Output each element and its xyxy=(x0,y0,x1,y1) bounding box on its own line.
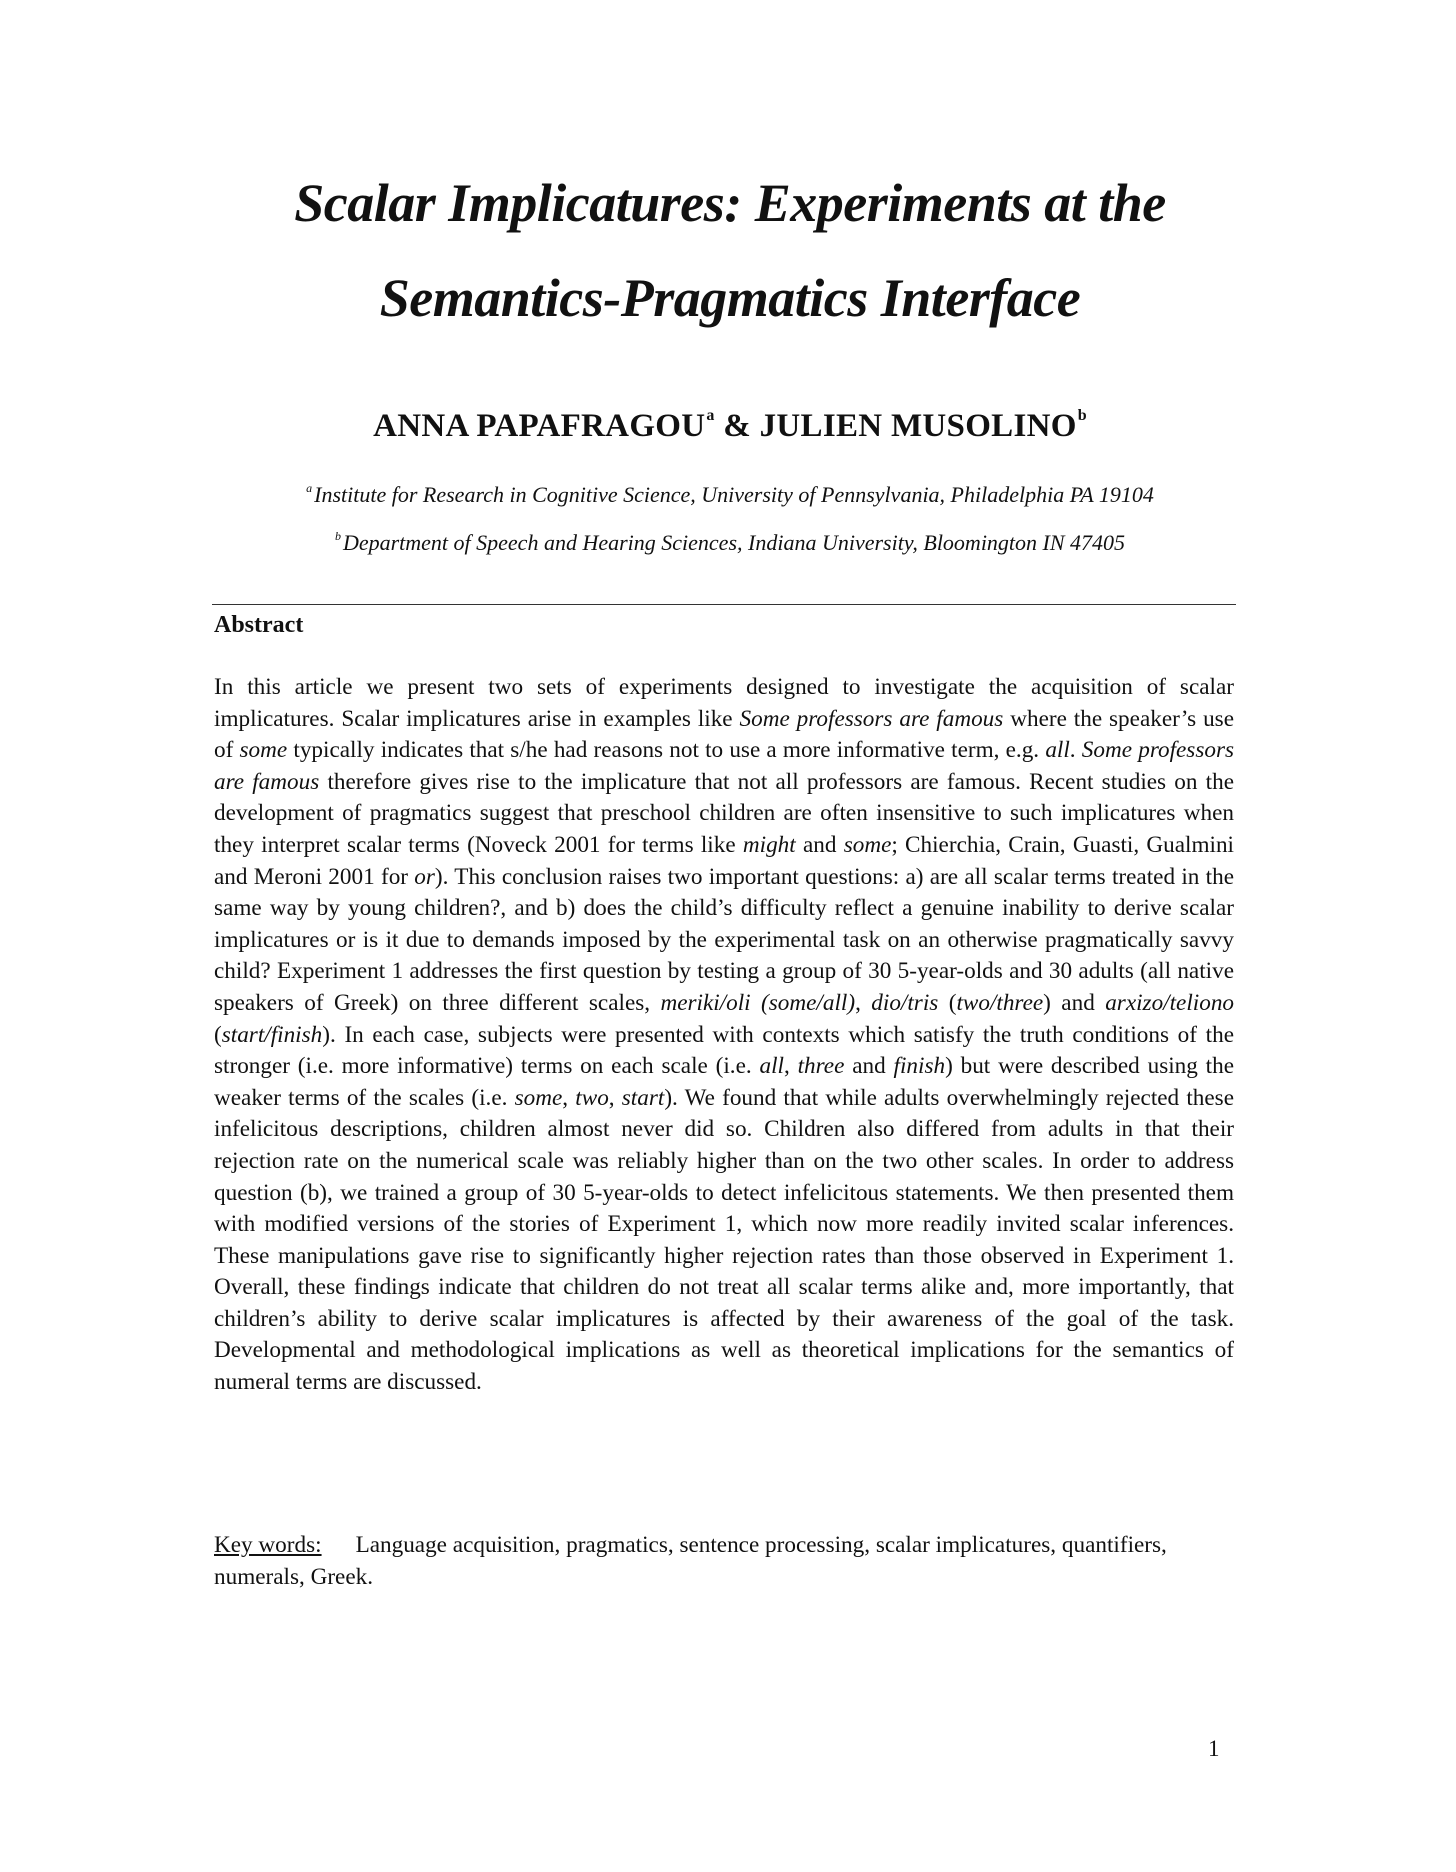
author-name: ANNA PAPAFRAGOU xyxy=(373,408,706,444)
affiliation-marker: a xyxy=(306,481,313,495)
affiliation-marker: b xyxy=(334,529,341,543)
abstract-text: ) but were described using the weaker terms of the scales (i.e. xyxy=(214,1053,1234,1111)
author-line xyxy=(150,408,1310,443)
abstract-text: ( xyxy=(214,1021,222,1048)
paper-title-line-2: Semantics-Pragmatics Interface xyxy=(379,268,1081,328)
horizontal-rule xyxy=(212,604,1236,605)
abstract-text: , xyxy=(783,1053,798,1080)
abstract-italic-term: or xyxy=(414,863,435,890)
abstract-text: ). In each case, subjects were presented with contexts which satisfy the truth conditions of the stronger (i.e. more informative) terms on each scale (i.e. xyxy=(214,1021,1234,1080)
paper-title-line-1: Scalar Implicatures: Experiments at the xyxy=(294,173,1166,233)
abstract-italic-term: all xyxy=(1045,737,1070,764)
affiliation-a xyxy=(150,482,1310,506)
abstract-text: . xyxy=(1069,737,1082,764)
author-name: JULIEN MUSOLINO xyxy=(759,408,1077,444)
abstract-italic-term: all xyxy=(759,1053,784,1080)
abstract-text: , xyxy=(562,1084,576,1111)
abstract-text: ). This conclusion raises two important questions: a) are all scalar terms treated in the same way by young children?, and b) does the child’s difficulty reflect a genuine inability to derive scalar implicatures or is it due to demands imposed by the experimental task on an otherwise pragmatically savvy child? Experiment 1 addresses the first question by testing a group of 30 5-year-olds and 30 adults (all native speakers of Greek) on three different scales, xyxy=(214,863,1234,1016)
abstract-text: , xyxy=(608,1084,622,1111)
abstract-italic-term: some xyxy=(514,1084,563,1111)
page-number: 1 xyxy=(1208,1736,1220,1761)
abstract-italic-term: Some professors are famous xyxy=(214,737,1234,795)
keywords-label: Key words: xyxy=(214,1532,322,1558)
abstract-italic-term: finish xyxy=(893,1053,946,1080)
abstract-heading: Abstract xyxy=(214,612,304,638)
abstract-text: typically indicates that s/he had reasons not to use a more informative term, e.g. xyxy=(287,737,1046,764)
abstract-text: , xyxy=(855,989,872,1016)
affiliation-text: Institute for Research in Cognitive Science, University of Pennsylvania, Philadelphia PA 19104 xyxy=(314,482,1154,507)
abstract-italic-term: some xyxy=(239,737,288,764)
affiliation-b xyxy=(150,530,1310,554)
abstract-text: ; Chierchia, Crain, Guasti, Gualmini and Meroni 2001 for xyxy=(214,831,1234,890)
abstract-italic-term: might xyxy=(742,831,796,858)
abstract-italic-term: two/three xyxy=(956,989,1044,1016)
affiliation-marker: b xyxy=(1077,407,1087,424)
abstract-italic-term: some xyxy=(843,831,892,858)
abstract-text: ( xyxy=(938,989,957,1016)
abstract-italic-term: dio/tris xyxy=(871,989,939,1016)
abstract-body xyxy=(214,672,1234,1399)
author-separator: & xyxy=(714,408,760,444)
abstract-italic-term: start/finish xyxy=(221,1021,323,1048)
abstract-italic-term: three xyxy=(797,1053,845,1080)
abstract-text: and xyxy=(795,831,844,858)
abstract-text: therefore gives rise to the implicature that not all professors are famous. Recent studies on the development of pragmatics suggest that preschool children are often insensitive to such implicatures when they interpret scalar terms (Noveck 2001 for terms like xyxy=(214,768,1234,858)
abstract-text: where the speaker’s use of xyxy=(214,705,1234,764)
abstract-italic-term: Some professors are famous xyxy=(739,705,1004,732)
abstract-text: ). We found that while adults overwhelmingly rejected these infelicitous descriptions, children almost never did so. Children also differed from adults in that their rejection rate on the numerical scale was reliably higher than on the two other scales. In order to address question (b), we trained a group of 30 5-year-olds to detect infelicitous statements. We then presented them with modified versions of the stories of Experiment 1, which now more readily invited scalar inferences. These manipulations gave rise to significantly higher rejection rates than those observed in Experiment 1. Overall, these findings indicate that children do not treat all scalar terms alike and, more importantly, that children’s ability to derive scalar implicatures is affected by their awareness of the goal of the task. Developmental and methodological implications as well as theoretical implications for the semantics of numeral terms are discussed. xyxy=(214,1084,1234,1396)
abstract-italic-term: arxizo/teliono xyxy=(1105,989,1235,1016)
abstract-italic-term: two xyxy=(575,1084,609,1111)
abstract-text: In this article we present two sets of experiments designed to investigate the acquisition of scalar implicatures. Scalar implicatures arise in examples like xyxy=(214,674,1234,732)
affiliation-marker: a xyxy=(706,407,715,424)
abstract-text: and xyxy=(844,1053,894,1080)
affiliation-text: Department of Speech and Hearing Sciences, Indiana University, Bloomington IN 47405 xyxy=(342,530,1126,555)
abstract-italic-term: meriki/oli (some/all) xyxy=(660,989,856,1016)
abstract-italic-term: start xyxy=(621,1084,665,1111)
abstract-text: ) and xyxy=(1043,989,1106,1016)
keywords-text: Language acquisition, pragmatics, sentence processing, scalar implicatures, quantifiers, numerals, Greek. xyxy=(214,1532,1167,1590)
keywords xyxy=(214,1530,1234,1593)
